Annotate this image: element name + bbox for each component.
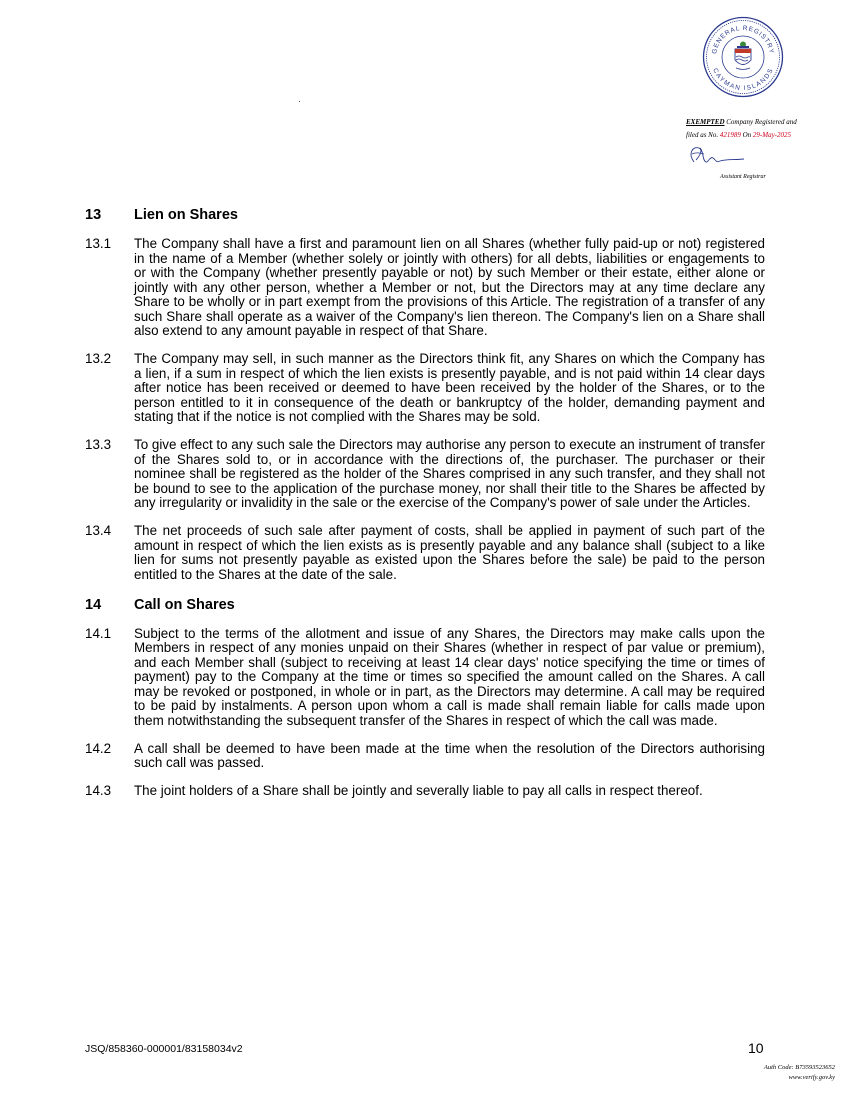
clause-13-1	[85, 237, 765, 339]
registered-text: Company Registered and	[726, 118, 797, 126]
clause-number: 13.2	[85, 351, 112, 366]
registry-seal-icon	[702, 16, 784, 98]
registration-number: 421989	[719, 131, 741, 139]
clause-number: 14.1	[85, 625, 112, 641]
clause-text: Subject to the terms of the allotment and issue of any Shares, the Directors may make calls upon the Members in respect of any monies unpaid on their Shares (whether in respect of par value or premium), and each Member shall (subject to receiving at least 14 clear days' notice specifying the time or times of payment) pay to the Company at the time or times so specified the amount called on the Shares. A call may be revoked or postponed, in whole or in part, as the Directors may determine. A call may be required to be paid by instalments. A person upon whom a call is made shall remain liable for calls made upon them notwithstanding the subsequent transfer of the Shares in respect of which the call was made.	[134, 625, 765, 728]
clause-text: The joint holders of a Share shall be jointly and severally liable to pay all calls in respect thereof.	[134, 783, 703, 798]
svg-text:CAYMAN ISLANDS	[711, 67, 775, 92]
page-number: 10	[748, 1040, 764, 1056]
clause-text: The Company shall have a first and paramount lien on all Shares (whether fully paid-up or not) registered in the name of a Member (whether solely or jointly with others) for all debts, liabilities or engagements to or with the Company (whether presently payable or not) by such Member or their estate, either alone or jointly with any other person, whether a Member or not, but the Directors may at any time declare any Share to be wholly or in part exempt from the provisions of this Article. The registration of a transfer of any such Share shall operate as a waiver of the Company's lien thereon. The Company's lien on a Share shall also extend to any amount payable in respect of that Share.	[134, 236, 765, 338]
clause-text: The Company may sell, in such manner as the Directors think fit, any Shares on which the Company has a lien, if a sum in respect of which the lien exists is presently payable, and is not paid within 14 clear days after notice has been received or deemed to have been received by the holder of the Shares, or to the person entitled to it in consequence of the death or bankruptcy of the holder, demanding payment and stating that if the notice is not complied with the Shares may be sold.	[134, 351, 765, 424]
clause-number: 14.2	[85, 740, 112, 756]
stamp-registration-line	[686, 118, 844, 126]
auth-block	[764, 1063, 835, 1083]
clause-text: A call shall be deemed to have been made at the time when the resolution of the Directors authorising such call was passed.	[134, 740, 765, 770]
stray-mark	[299, 101, 300, 102]
registration-date: 29-May-2025	[752, 131, 792, 139]
stamp-filing-line	[686, 131, 844, 139]
exempted-label: EXEMPTED	[686, 118, 725, 126]
clause-number: 13.3	[85, 437, 112, 452]
clause-14-3	[85, 784, 765, 799]
section-title: Call on Shares	[134, 596, 235, 613]
on-label: On	[742, 131, 752, 139]
section-heading-14	[85, 596, 765, 614]
clause-13-3	[85, 438, 765, 511]
section-title: Lien on Shares	[134, 207, 238, 223]
clause-13-2	[85, 352, 765, 425]
clause-number: 14.3	[85, 783, 112, 798]
document-body	[85, 206, 765, 812]
auth-code: Auth Code: B73593523652	[763, 1064, 835, 1071]
seal-top-text: GENERAL REGISTRY	[711, 24, 775, 55]
clause-text: To give effect to any such sale the Directors may authorise any person to execute an instrument of transfer of the Shares sold to, or in accordance with the directions of, the purchaser. The purchaser or their nominee shall be registered as the holder of the Shares comprised in any such transfer, and they shall not be bound to see to the application of the purchase money, nor shall their title to the Shares be affected by any irregularity or invalidity in the sale or the exercise of the Company's power of sale under the Articles.	[134, 437, 765, 510]
registrar-signature-icon	[686, 142, 748, 170]
filed-prefix: filed as No.	[686, 131, 719, 139]
section-heading-13	[85, 206, 765, 224]
clause-number: 13.4	[85, 523, 112, 538]
section-number: 13	[85, 207, 102, 223]
seal-bottom-text: CAYMAN ISLANDS	[711, 67, 775, 93]
assistant-registrar-label: Assistant Registrar	[720, 174, 766, 180]
section-number: 14	[85, 596, 102, 613]
clause-13-4	[85, 524, 765, 582]
document-reference: JSQ/858360-000001/83158034v2	[85, 1043, 243, 1055]
clause-text: The net proceeds of such sale after payment of costs, shall be applied in payment of such part of the amount in respect of which the lien exists as is presently payable and any balance shall (subject to a like lien for sums not presently payable as existed upon the Shares before the sale) be paid to the person entitled to the Shares at the date of the sale.	[134, 523, 765, 582]
clause-14-2	[85, 742, 765, 771]
clause-14-1	[85, 627, 765, 729]
verify-url: www.verify.gov.ky	[788, 1074, 835, 1081]
clause-number: 13.1	[85, 236, 112, 251]
